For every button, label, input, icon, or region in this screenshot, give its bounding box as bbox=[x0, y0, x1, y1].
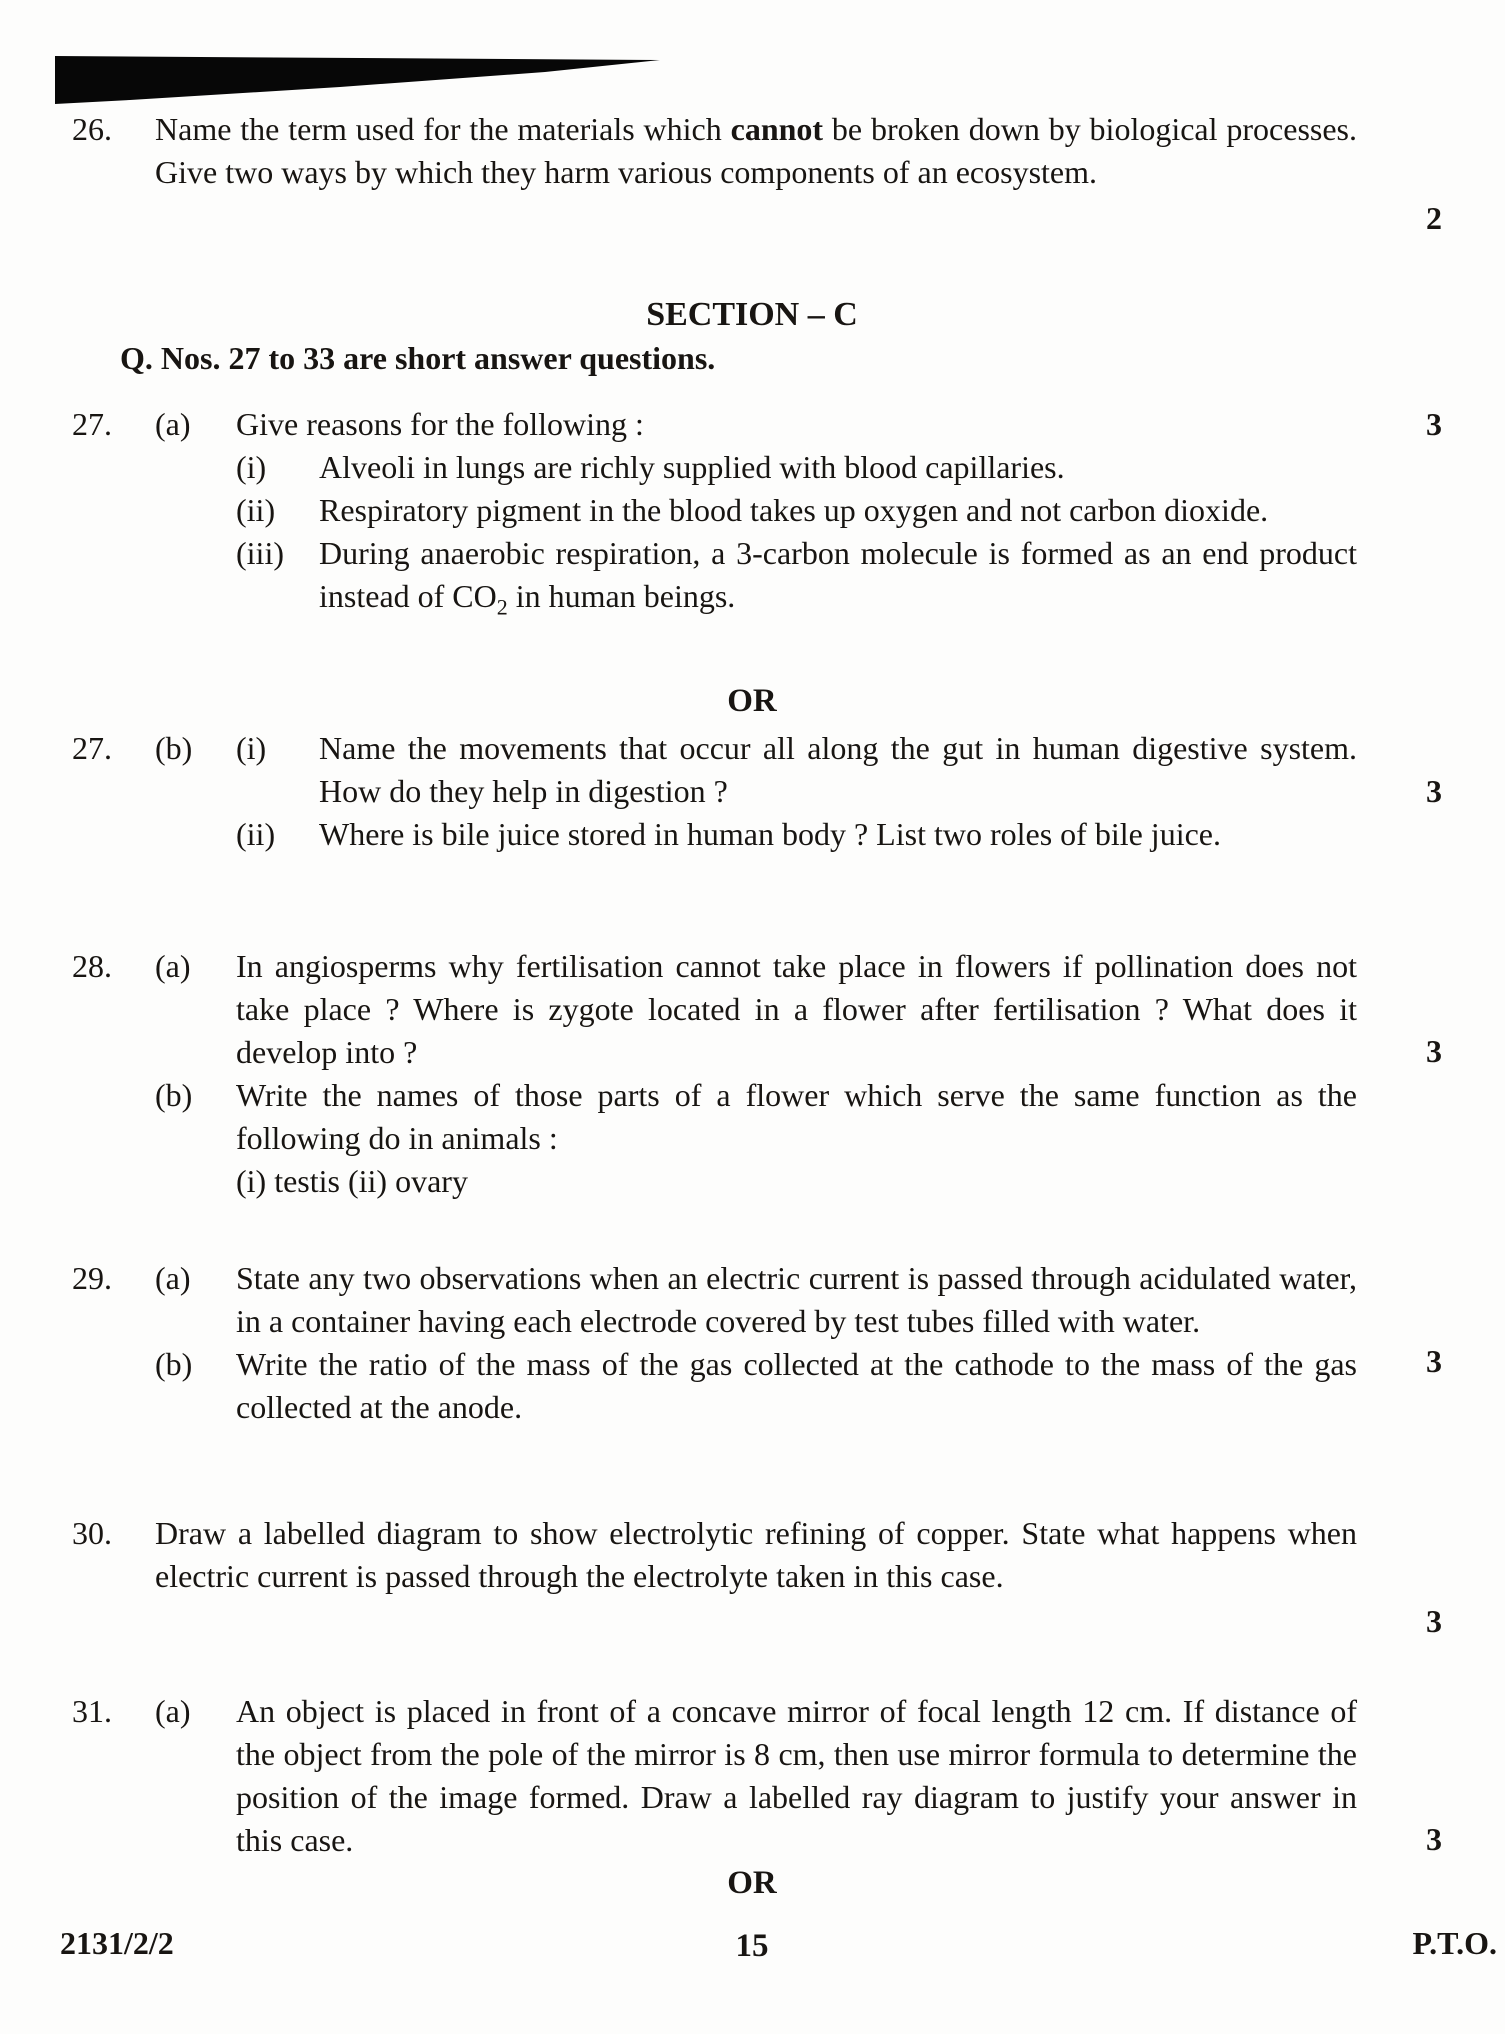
question-30 bbox=[72, 1512, 1357, 1598]
question-number: 26. bbox=[72, 111, 112, 147]
part-letter: (b) bbox=[155, 1346, 193, 1382]
marks-badge-q30: 3 bbox=[1426, 1603, 1442, 1639]
item-roman: (ii) bbox=[236, 816, 276, 852]
question-letter: (b) bbox=[155, 730, 193, 766]
question-31a bbox=[72, 1690, 1357, 1862]
question-text-bold-word: cannot bbox=[730, 111, 824, 147]
item-roman: (i) bbox=[236, 730, 267, 766]
question-number: 31. bbox=[72, 1693, 112, 1729]
marks-badge-q27a: 3 bbox=[1426, 406, 1442, 442]
question-27a bbox=[72, 403, 1357, 618]
item-roman: (ii) bbox=[236, 492, 276, 528]
marks-badge-q31a: 3 bbox=[1426, 1821, 1442, 1857]
question-intro: Give reasons for the following : bbox=[236, 406, 644, 442]
scan-ink-blob-artifact bbox=[0, 0, 700, 115]
question-number: 28. bbox=[72, 948, 112, 984]
section-subtitle: Q. Nos. 27 to 33 are short answer questions. bbox=[120, 340, 716, 376]
marks-badge-q29: 3 bbox=[1426, 1343, 1442, 1379]
question-27b bbox=[72, 727, 1357, 856]
part-letter: (b) bbox=[155, 1077, 193, 1113]
question-letter: (a) bbox=[155, 1693, 191, 1729]
paper-code: 2131/2/2 bbox=[60, 1925, 174, 1961]
question-text bbox=[155, 108, 1357, 194]
or-separator: OR bbox=[727, 1865, 777, 1901]
section-title: SECTION – C bbox=[646, 296, 858, 333]
item-roman: (i) bbox=[236, 449, 267, 485]
question-29 bbox=[72, 1257, 1357, 1429]
marks-badge-q27b: 3 bbox=[1426, 773, 1442, 809]
part-letter: (a) bbox=[155, 1260, 191, 1296]
item-text: Respiratory pigment in the blood takes up oxygen and not carbon dioxide. bbox=[319, 492, 1269, 528]
question-text-segment: Name the term used for the materials which bbox=[155, 111, 731, 147]
question-26 bbox=[72, 108, 1357, 194]
question-28 bbox=[72, 945, 1357, 1203]
marks-badge-q26: 2 bbox=[1426, 200, 1442, 236]
item-roman: (iii) bbox=[236, 535, 284, 571]
part-text: In angiosperms why fertilisation cannot take place in flowers if pollination does not take place ? Where is zygote located in a flower after fertilisation ? What does it develop into ? bbox=[236, 948, 1357, 1070]
question-number: 27. bbox=[72, 730, 112, 766]
question-number: 30. bbox=[72, 1515, 112, 1551]
item-text: Name the movements that occur all along the gut in human digestive system. How do they help in digestion ? bbox=[319, 730, 1357, 809]
question-text-segment: be broken down by biological processes. Give two ways by which they harm various components of an ecosystem. bbox=[155, 111, 1358, 190]
question-number: 27. bbox=[72, 406, 112, 442]
pto-label: P.T.O. bbox=[1412, 1925, 1497, 1961]
question-letter: (a) bbox=[155, 406, 191, 442]
item-text: Alveoli in lungs are richly supplied with blood capillaries. bbox=[319, 449, 1065, 485]
part-text: Write the ratio of the mass of the gas collected at the cathode to the mass of the gas collected at the anode. bbox=[236, 1346, 1357, 1425]
part-text: State any two observations when an electric current is passed through acidulated water, in a container having each electrode covered by test tubes filled with water. bbox=[236, 1260, 1357, 1339]
part-text: Write the names of those parts of a flower which serve the same function as the following do in animals : bbox=[236, 1077, 1357, 1156]
or-separator: OR bbox=[727, 683, 777, 719]
question-text: Draw a labelled diagram to show electrolytic refining of copper. State what happens when electric current is passed through the electrolyte taken in this case. bbox=[155, 1515, 1357, 1594]
question-number: 29. bbox=[72, 1260, 112, 1296]
item-text-segment: During anaerobic respiration, a 3-carbon molecule is formed as an end product instead of CO bbox=[319, 535, 1357, 614]
item-text bbox=[319, 532, 1357, 618]
marks-badge-q28: 3 bbox=[1426, 1033, 1442, 1069]
item-text: Where is bile juice stored in human body ? List two roles of bile juice. bbox=[319, 816, 1221, 852]
page-number: 15 bbox=[735, 1928, 769, 1964]
question-text: An object is placed in front of a concave mirror of focal length 12 cm. If distance of the object from the pole of the mirror is 8 cm, then use mirror formula to determine the position of the image formed. Draw a labelled ray diagram to justify your answer in this case. bbox=[236, 1693, 1357, 1858]
part-list-line: (i) testis (ii) ovary bbox=[236, 1163, 468, 1199]
part-letter: (a) bbox=[155, 948, 191, 984]
item-text-segment: in human beings. bbox=[507, 578, 736, 614]
chemical-subscript: 2 bbox=[496, 594, 508, 620]
